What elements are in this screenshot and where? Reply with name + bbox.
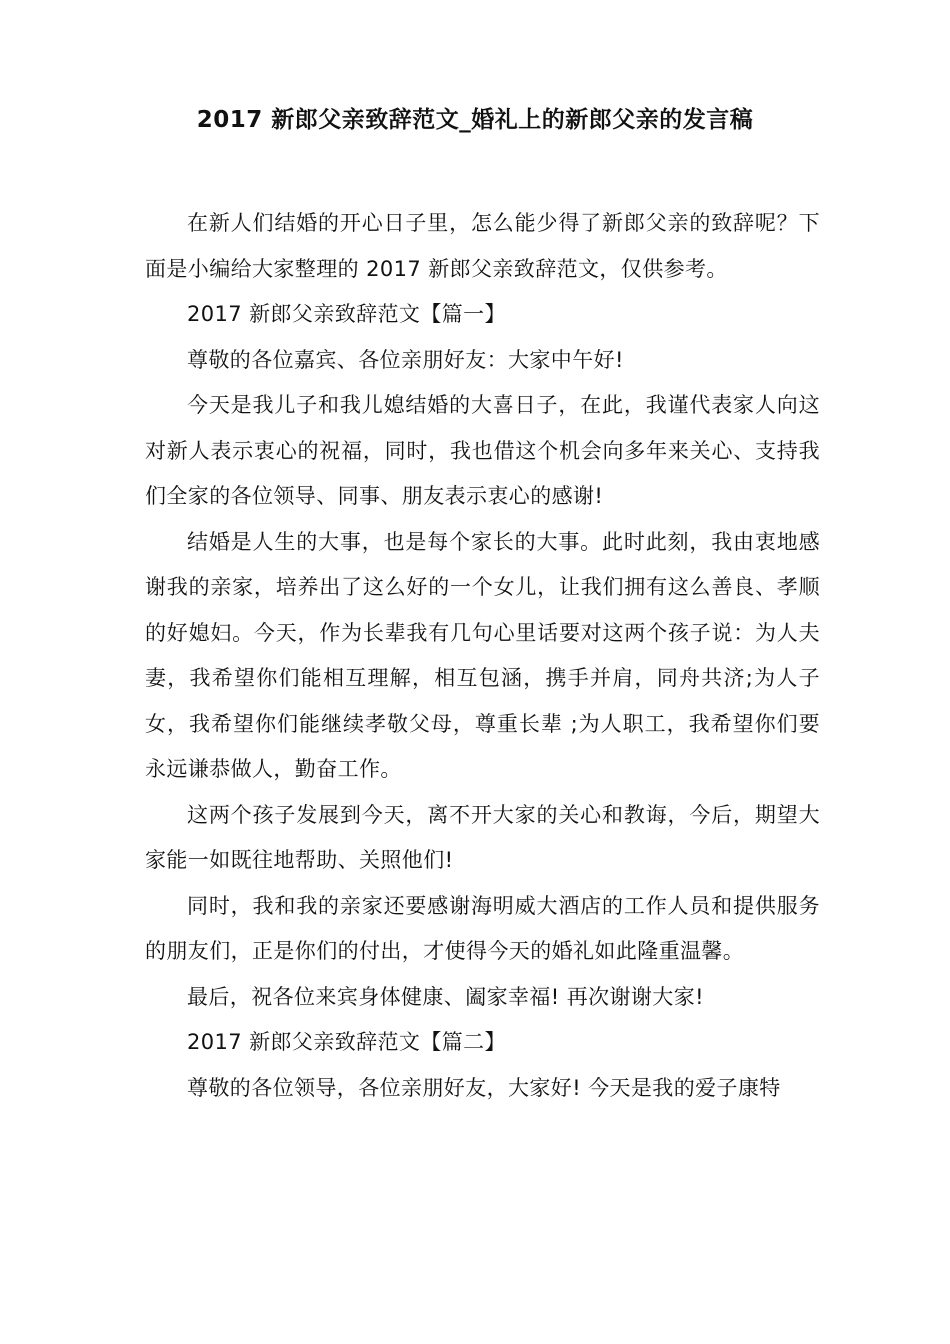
paragraph-closing: 最后，祝各位来宾身体健康、阖家幸福! 再次谢谢大家! (187, 984, 704, 1009)
paragraph-blessing: 今天是我儿子和我儿媳结婚的大喜日子，在此，我谨代表家人向这对新人表示衷心的祝福，同时，我也借这个机会向多年来关心、支持我们全家的各位领导、同事、朋友表示衷心的感谢! (145, 393, 820, 508)
paragraph-greeting-1: 尊敬的各位嘉宾、各位亲朋好友：大家中午好! (187, 347, 624, 372)
document-body (145, 201, 820, 1111)
section-heading-1: 2017 新郎父亲致辞范文【篇一】 (187, 302, 506, 326)
paragraph-thanks-hotel: 同时，我和我的亲家还要感谢海明威大酒店的工作人员和提供服务的朋友们，正是你们的付出，才使得今天的婚礼如此隆重温馨。 (145, 893, 820, 963)
paragraph-greeting-2: 尊敬的各位领导，各位亲朋好友，大家好! 今天是我的爱子康特 (187, 1075, 781, 1100)
document-title: 2017 新郎父亲致辞范文_婚礼上的新郎父亲的发言稿 (196, 107, 754, 133)
paragraph-thanks-guests: 这两个孩子发展到今天，离不开大家的关心和教诲，今后，期望大家能一如既往地帮助、关照他们! (145, 802, 820, 872)
paragraph-advice: 结婚是人生的大事，也是每个家长的大事。此时此刻，我由衷地感谢我的亲家，培养出了这么好的一个女儿，让我们拥有这么善良、孝顺的好媳妇。今天，作为长辈我有几句心里话要对这两个孩子说：为人夫妻，我希望你们能相互理解，相互包涵，携手并肩，同舟共济;为人子女，我希望你们能继续孝敬父母，尊重长辈 ;为人职工，我希望你们要永远谦恭做人，勤奋工作。 (145, 529, 820, 781)
paragraph-intro: 在新人们结婚的开心日子里，怎么能少得了新郎父亲的致辞呢？下面是小编给大家整理的 2017 新郎父亲致辞范文，仅供参考。 (145, 211, 820, 281)
section-heading-2: 2017 新郎父亲致辞范文【篇二】 (187, 1030, 506, 1054)
